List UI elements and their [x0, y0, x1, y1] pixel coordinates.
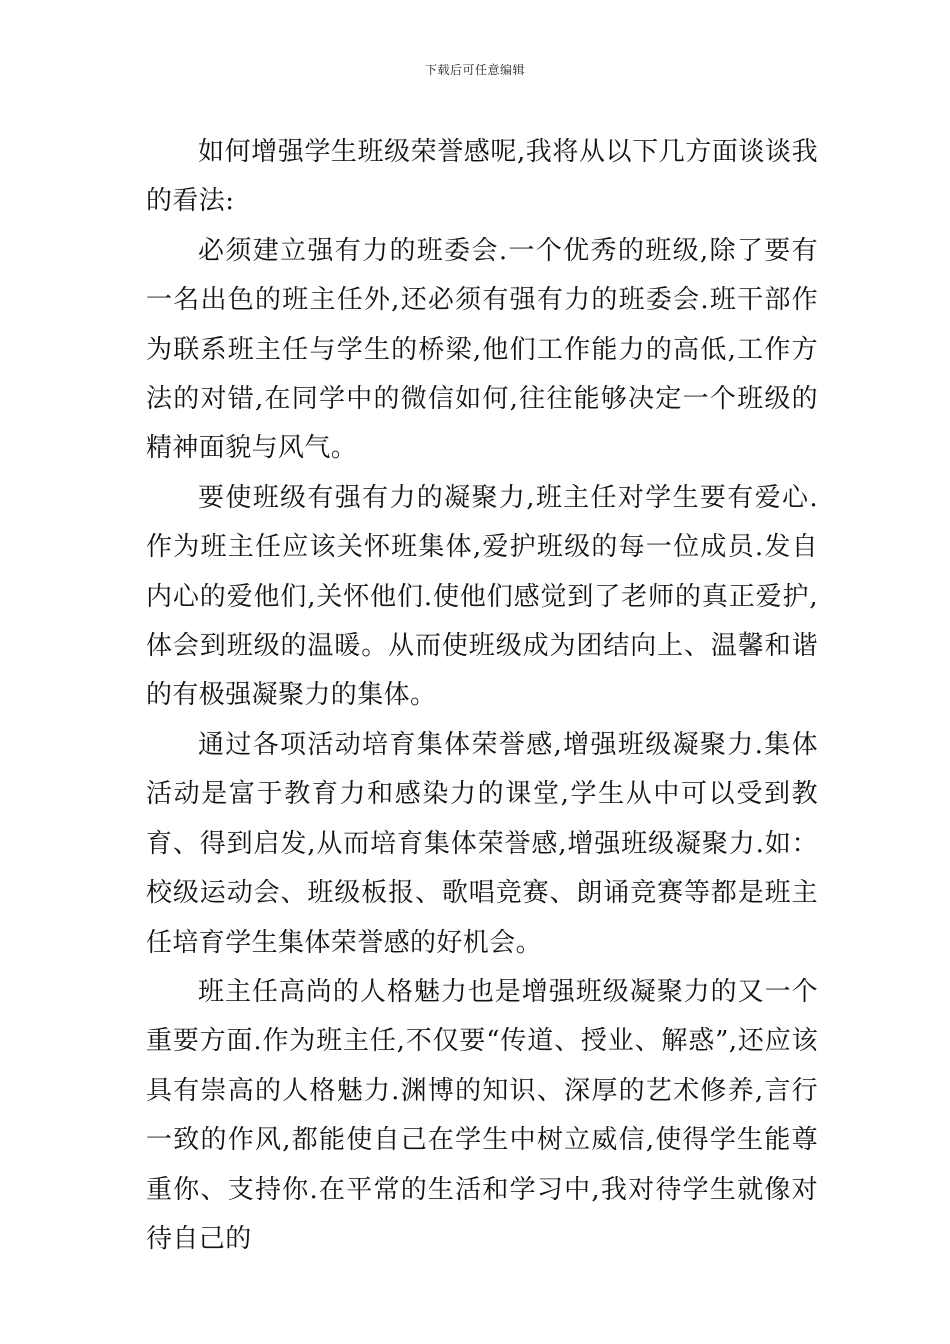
paragraph-cohesion-love: 要使班级有强有力的凝聚力,班主任对学生要有爱心.作为班主任应该关怀班集体,爱护班级的每一位成员.发自内心的爱他们,关怀他们.使他们感觉到了老师的真正爱护,体会到班级的温暖。从而使班级成为团结向上、温馨和谐的有极强凝聚力的集体。: [146, 482, 818, 711]
paragraph-class-committee: 必须建立强有力的班委会.一个优秀的班级,除了要有一名出色的班主任外,还必须有强有力的班委会.班干部作为联系班主任与学生的桥梁,他们工作能力的高低,工作方法的对错,在同学中的微信如何,往往能够决定一个班级的精神面貌与风气。: [146, 235, 818, 464]
header-note: 下载后可任意编辑: [424, 63, 525, 77]
document-body: [146, 128, 818, 1264]
paragraph-intro: 如何增强学生班级荣誉感呢,我将从以下几方面谈谈我的看法:: [146, 137, 818, 217]
paragraph-personal-charm: 班主任高尚的人格魅力也是增强班级凝聚力的又一个重要方面.作为班主任,不仅要“传道、授业、解惑”,还应该具有崇高的人格魅力.渊博的知识、深厚的艺术修养,言行一致的作风,都能使自己在学生中树立威信,使得学生能尊重你、支持你.在平常的生活和学习中,我对待学生就像对待自己的: [146, 976, 818, 1254]
paragraph-activities: 通过各项活动培育集体荣誉感,增强班级凝聚力.集体活动是富于教育力和感染力的课堂,学生从中可以受到教育、得到启发,从而培育集体荣誉感,增强班级凝聚力.如：校级运动会、班级板报、歌唱竞赛、朗诵竞赛等都是班主任培育学生集体荣誉感的好机会。: [146, 729, 818, 958]
